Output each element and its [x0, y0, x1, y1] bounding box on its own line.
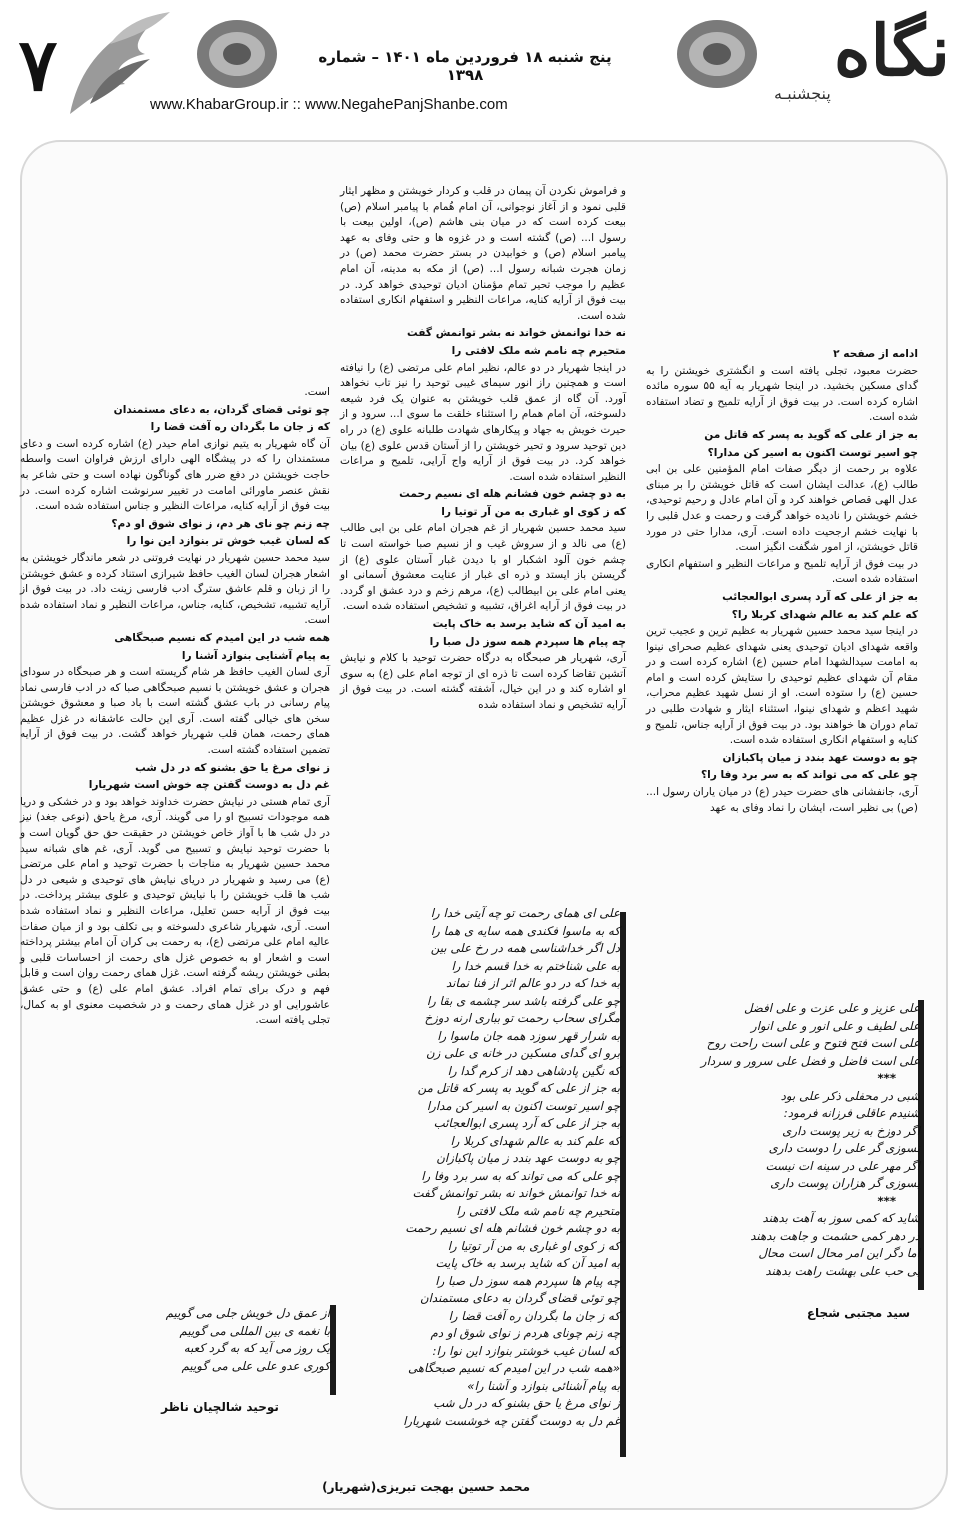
page-number: ۷	[18, 22, 58, 107]
verse-heading: به جز از علی که گوید به پسر که قاتل من	[704, 428, 918, 441]
verse-heading: به جز از علی که آرد پسری ابوالعجائب	[722, 590, 918, 603]
poem-line: چو علی که می تواند که به سر برد وفا را	[421, 1168, 620, 1183]
poem-line: که به ماسوا فکندی همه سایه ی هما را	[430, 923, 620, 938]
poem-left-rule	[330, 1305, 336, 1395]
poem-line: شبی در محفلی ذکر علی بود	[780, 1088, 920, 1103]
paragraph: در اینجا سید محمد حسین شهریار به عظیم ترین و عجیب ترین واقعه شهدای ادیان توحیدی یعنی شهدای عظیم صحرای نینوا به امامت سیدالشهدا امام حسین (ع) اشاره کرده است و در مقام آن شهدای عظیم توحیدی را ستایش کرده است و امام حسین (ع) را ستوده است. او از نسل شهید عظیم محراب، شهید اعظم و شهدای نینوا، استثناء ایثار و شهادت طلبی در تمام دوران ها خواهند بود. در بیت فوق از آرایه جناس، تلمیح و کنایه و استفهام انکاری استفاده شده است.	[646, 625, 918, 747]
verse-heading: به دو چشم خون فشانم هله ای نسیم رحمت	[399, 488, 626, 501]
paragraph: حضرت معبود، تجلی یافته است و انگشتری خویشتن را به گدای مسکین بخشید. در اینجا شهریار به آیه ۵۵ سوره مائده اشاره کرده است. در بیت فوق از آرایه تلمیح و تضاد استفاده شده است.	[646, 364, 918, 424]
website-urls: www.KhabarGroup.ir :: www.NegahePanjShanbe.com	[150, 96, 508, 113]
paragraph: است.	[304, 386, 330, 398]
verse-heading: غم دل به دوست گفتن چه خوش است شهریارا	[88, 779, 330, 792]
poem-line: یک روز می آید که به گرد کعبه	[183, 1341, 330, 1355]
paragraph: آری، جانفشانی های حضرت حیدر (ع) در میان یاران رسول ا... (ص) بی نظیر است، ایشان را نماد وفای به عهد	[646, 786, 918, 814]
author-right: سید مجتبی شجاع	[806, 1306, 910, 1320]
paragraph: آری لسان الغیب حافظ هر شام گریسته است و هر صبحگاه در سودای هجران و عشق خویشتن با نسیم صبحگاهی صبا که در ادب فارسی نماد پیام رسانی در باب عشق گشته است با باد صبا و معشوق خویشتن سخن های خیالی گفته است. آری این حالت عاشقانه در غزل عظیم همای رحمت، همان قلب شهریار خواهد گشت. در بیت فوق از آرایه تضمین استفاده گشته است.	[20, 666, 330, 757]
page-header	[0, 0, 970, 150]
verse-heading: چو به دوست عهد بندد ز میان پاکبازان	[722, 751, 918, 764]
poem-line: بی حب علی بهشت راهت بدهند	[765, 1263, 920, 1278]
poem-line: به علی شناختم به خدا قسم خدا را	[451, 958, 620, 973]
verse-heading: چو اسیر توست اکنون به اسیر کن مدارا؟	[707, 446, 918, 459]
poem-line: در دهر کمی حشمت و جاهت بدهند	[750, 1228, 920, 1243]
article-column-right	[646, 345, 918, 817]
poem-line: برو ای گدای مسکین در خانه ی علی زن	[425, 1046, 620, 1060]
verse-heading: که علم کند به عالم شهدای کربلا را؟	[731, 608, 918, 621]
logo-word: نگاه	[833, 9, 950, 92]
verse-heading: نه خدا توانمش خواند نه بشر توانمش گفت	[407, 327, 626, 340]
paragraph: آری، شهریار هر صبحگاه به درگاه حضرت توحید با کلام و نیایش آتشین تقاضا کرده است تا ذره ای از توجه امام علی (ع) به سوی او اشاره کند و در این خیال، آشفته گشته است. در بیت فوق از آرایه تشخیص و نماد استفاده شده	[340, 652, 626, 711]
verse-heading: چو توئی قضای گردان، به دعای مستمندان	[113, 403, 330, 416]
poem-line: کوری عدو علی علی می گوییم	[181, 1358, 330, 1373]
poem-line: دل اگر خداشناسی همه در رخ علی بین	[430, 941, 620, 955]
verse-heading: ز نوای مرغ یا حق بشنو که در دل شب	[135, 761, 330, 774]
ornament-right	[672, 14, 762, 94]
verse-heading: متحیرم چه نامم شه ملک لافتی را	[451, 344, 626, 357]
poem-line: اگر دوزخ به زیر پوست داری	[782, 1123, 920, 1138]
poem-line: که نگین پادشاهی دهد از کرم گدا را	[447, 1063, 620, 1078]
paragraph: سید محمد حسین شهریار در نهایت فروتنی در شعر ماندگار خویشتن به اشعار هجران لسان الغیب حافظ شیرازی استناد کرده و عشق خویشتن را از زبان و قلم عاشق سترگ ادب فارسی زینت داد. در بیت فوق از آرایه تشبیه، تشخیص، کنایه، جناس، مراعات النظیر و نماد استفاده شده است.	[20, 551, 330, 627]
poem-line: مگرای سحاب رحمت تو بباری ارنه دوزخ	[424, 1011, 620, 1025]
verse-heading: چه پیام ها سپردم همه سوز دل صبا را	[429, 635, 626, 648]
paragraph: آن گاه شهریار به یتیم نوازی امام حیدر (ع) اشاره کرده است و دعای مستمندان را که در پیشگاه الهی دارای ارزش فراوان است واسطه حاجت خویشتن در دفع ضرر های گوناگون نهاده است و حتی شاعر به نقش عنصر ماورائی امامت در تغییر سرنوشت اشاره کرده است. در بیت فوق از آرایه کنایه، مراعات النظیر و جناس استفاده شده است.	[20, 437, 330, 513]
verse-heading: ادامه از صفحه ۲	[833, 348, 918, 360]
author-middle: محمد حسین بهجت تبریزی(شهریار)	[322, 1480, 530, 1494]
date-issue-line: پنج شنبه ۱۸ فروردین ماه ۱۴۰۱ – شماره ۱۳۹۸	[318, 48, 612, 84]
poem-line: متحیرم چه نامم شه ملک لافتی را	[456, 1203, 620, 1218]
paragraph: در اینجا شهریار در دو عالم، نظیر امام علی مرتضی (ع) را نیافته است و همچنین راز انور سیمای غیبی توحید را نیز تاب نخواهد آورد. آن گاه از عمق قلب خویشتن به عنوان یک فرد شیعه دلسوخته، آن امام همام را استثناء خلقت ما سوی ا... سرود و از حیرت خویش به جهاد و پیکارهای شهادت طلبانه علوی (ع) در راه دین توحید سرود و تحیر خویشتن را از آستان قدس علوی (ع) بیان خواهد کرد. در بیت فوق از آرایه واج آرایی، تلمیح و مراعات النظیر استفاده شده است.	[340, 361, 626, 483]
poem-line: علی عزیز و علی عزت و علی افضل	[743, 1001, 920, 1015]
poem-line: نه خدا توانمش خواند نه بشر توانمش گفت	[412, 1186, 620, 1200]
article-column-left	[20, 385, 330, 1030]
verse-heading: که لسان غیب خوش تر بنوازد این نوا را	[126, 535, 330, 548]
poem-line: «همه شب در این امیدم که نسیم صبحگاهی	[407, 1361, 620, 1375]
poem-middle-rule	[620, 912, 626, 1457]
verse-heading: چو علی که می تواند که به سر برد وفا را؟	[700, 769, 918, 782]
poem-line: شنیدم عاقلی فرزانه فرمود:	[783, 1106, 920, 1120]
poem-line: علی است فاضل و فضل علی سرور و سردار	[700, 1053, 920, 1068]
poem-line: ز نوای مرغ یا حق بشنو که در دل شب	[433, 1396, 620, 1410]
poem-line: به دو چشم خون فشانم هله ای نسیم رحمت	[405, 1221, 620, 1235]
verse-heading: به پیام آشنایی بنوازد آشنا را	[181, 649, 330, 662]
poem-line: غم دل به دوست گفتن چه خوشست شهریارا	[403, 1413, 620, 1428]
poem-line: به خدا که در دو عالم اثر از فنا نماند	[445, 976, 620, 990]
ornament-left	[192, 14, 282, 94]
poem-line: اما دگر این امر محال است محال	[758, 1246, 920, 1260]
poem-line: بسوزی گر هزاران پوست داری	[770, 1176, 920, 1190]
poem-line: به پیام آشنائی بنوازد و آشنا را»	[467, 1378, 620, 1393]
poem-right	[690, 1000, 920, 1280]
poem-line: اگر مهر علی در سینه ات نیست	[765, 1158, 920, 1173]
verse-heading: که ز جان ما بگردان ره آفت قضا را	[150, 421, 330, 434]
poem-line: علی است فتح فتوح و علی است راحت روح	[706, 1036, 920, 1050]
poem-line: با نغمه ی بین المللی می گوییم	[179, 1323, 330, 1338]
poem-line: که ز جان ما بگردان ره آفت قضا را	[448, 1308, 620, 1323]
poem-line: به شرار قهر سوزد همه جان ماسوا را	[437, 1028, 620, 1043]
poem-line: چو توئی قضای گردان به دعای مستمندان	[419, 1291, 620, 1305]
newspaper-logo	[760, 6, 960, 116]
poem-line: چه زنم چونای هردم ز نوای شوق او دم	[430, 1326, 620, 1340]
poem-line: که ز کوی او غباری به من آر توتیا را	[447, 1238, 620, 1253]
poem-left	[140, 1305, 330, 1375]
poem-line: علی ای همای رحمت تو چه آیتی خدا را	[430, 906, 620, 920]
verse-heading: همه شب در این امیدم که نسیم صبحگاهی	[114, 631, 330, 644]
poem-line: چو اسیر توست اکنون به اسیر کن مدارا	[426, 1098, 620, 1113]
stanza-separator: ***	[877, 1193, 896, 1208]
poem-line: که علم کند به عالم شهدای کربلا را	[450, 1133, 620, 1148]
paragraph: آری تمام هستی در نیایش حضرت خداوند خواهد بود و در خشکی و دریا همه موجودات تسبیح او را می گویند. آری، مرغ یاحق (نوعی جغد) نیز در دل شب ها با آواز خاص خویشتن در حقیقت حق حق گویان است و با حضرت توحید نیایش و تسبیح می گوید. آری، غم های شبانه سید محمد حسین شهریار به مناجات با حضرت توحید و امام علی مرتضی (ع) می رسید و شهریار در دریای نیایش های توحیدی و شیعی در دل شب ها قلب خویشتن را با نیایش توحیدی و علوی بیشتر پرداخت. در بیت فوق از آرایه حسن تعلیل، مراعات النظیر و نماد استفاده شده است. آری، شهریار شاعری دلسوخته و بی تکلف بود و از میان صفات عالیه امام علی مرتضی (ع)، به رحمت بی کران آن امام بیشتر پرداخته است و اشعار او به خصوص غزل های رحمت از احساسات قلبی و بطنی خویشتن ریشه گرفته است. غزل همای رحمت روان است و قابل فهم و درک برای تمام افراد. عشق امام علی (ع) و حتی عشق عاشورایی او در غزل همای رحمت و در شخصیت معنوی او به کمال، تجلی یافته است.	[20, 795, 330, 1027]
poem-line: علی لطیف و علی انور و علی انوار	[751, 1018, 920, 1033]
paragraph: سید محمد حسین شهریار از غم هجران امام علی بن ابی طالب (ع) می نالد و از سروش غیب و از نسیم صبا خواسته است تا چشم خون آلود اشکبار او با دیدن غبار آستان علوی (ع) از گریستن باز ایستد و ذره ای غبار از عنایت معشوق آسمانی او یعنی امام علی بن ابیطالب (ع)، مرهم زخم و درد عشق او گردد. در بیت فوق از آرایه اغراق، تشبیه و تشخیص استفاده شده است.	[340, 522, 626, 613]
poem-line: که لسان غیب خوشتر بنوازد این نوا را:	[432, 1343, 620, 1358]
poem-line: چه پیام ها سپردم همه سوز دل صبا را	[435, 1273, 620, 1288]
logo-subtitle: پنجشنبـه	[774, 84, 831, 103]
verse-heading: چه زنم چو نای هر دم، ز نوای شوق او دم؟	[111, 517, 330, 530]
poem-line: چو علی گرفته باشد سر چشمه ی بقا را	[426, 993, 620, 1008]
poem-line: نسوزی گر علی را دوست داری	[768, 1141, 920, 1155]
poem-line: به جز از علی که گوید به پسر که قاتل من	[417, 1081, 620, 1095]
paragraph: علاوه بر رحمت از دیگر صفات امام المؤمنین علی بن ابی طالب (ع)، عدالت ایشان است که قاتل خویشتن را بر مبنای عدل الهی قصاص خواهند کرد و آن امام عادل و رحیم توحیدی، خشم خویشتن را نادیده خواهد گرفت و رحمت و عدل قلبی را با نهایت خشم ارجحیت داده است. آری، مدارا حتی در مورد قاتل خویشتن، از امور شگفت انگیز است.	[646, 463, 918, 554]
poem-line: شاید که کمی سوز به آهت بدهند	[762, 1211, 920, 1225]
poem-middle	[370, 905, 620, 1430]
verse-heading: به امید آن که شاید برسد به خاک پایت	[432, 618, 626, 631]
article-column-middle	[340, 184, 626, 715]
poem-line: چو به دوست عهد بندد ز میان پاکبازان	[436, 1151, 620, 1165]
stanza-separator: ***	[877, 1071, 896, 1085]
poem-line: به امید آن که شاید برسد به خاک پایت	[435, 1256, 620, 1270]
paragraph: و فراموش نکردن آن پیمان در قلب و کردار خویشتن و مظهر ایثار قلبی نمود و از آغاز نوجوانی، آن امام هُمام با پیامبر اسلام (ص) بیعت کرده است که در میان بنی هاشم (ص)، اولین بیعت با رسول ا... (ص) گشته است و در غزوه ها و حتی وفای به عهد پیامبر اسلام (ص) و خوابیدن در بستر حضرت محمد (ص) در زمان هجرت شبانه رسول ا... (ص) از مکه به مدینه، آن امام عظیم را موجب تحیر تمام مؤمنان ادیان توحیدی خواهد کرد. در بیت فوق از آرایه کنایه، مراعات النظیر و استفهام انکاری استفاده شده است.	[340, 185, 626, 322]
verse-heading: که ز کوی او غباری به من آر توتیا را	[441, 505, 626, 518]
author-left: توحید شالچیان ناظر	[161, 1400, 279, 1414]
poem-line: از عمق دل خویش جلی می گوییم	[165, 1306, 330, 1320]
poem-line: به جز از علی که آرد پسری ابوالعجائب	[433, 1116, 620, 1130]
paragraph: در بیت فوق از آرایه تلمیح و مراعات النظیر و استفهام انکاری استفاده شده است.	[646, 557, 918, 586]
